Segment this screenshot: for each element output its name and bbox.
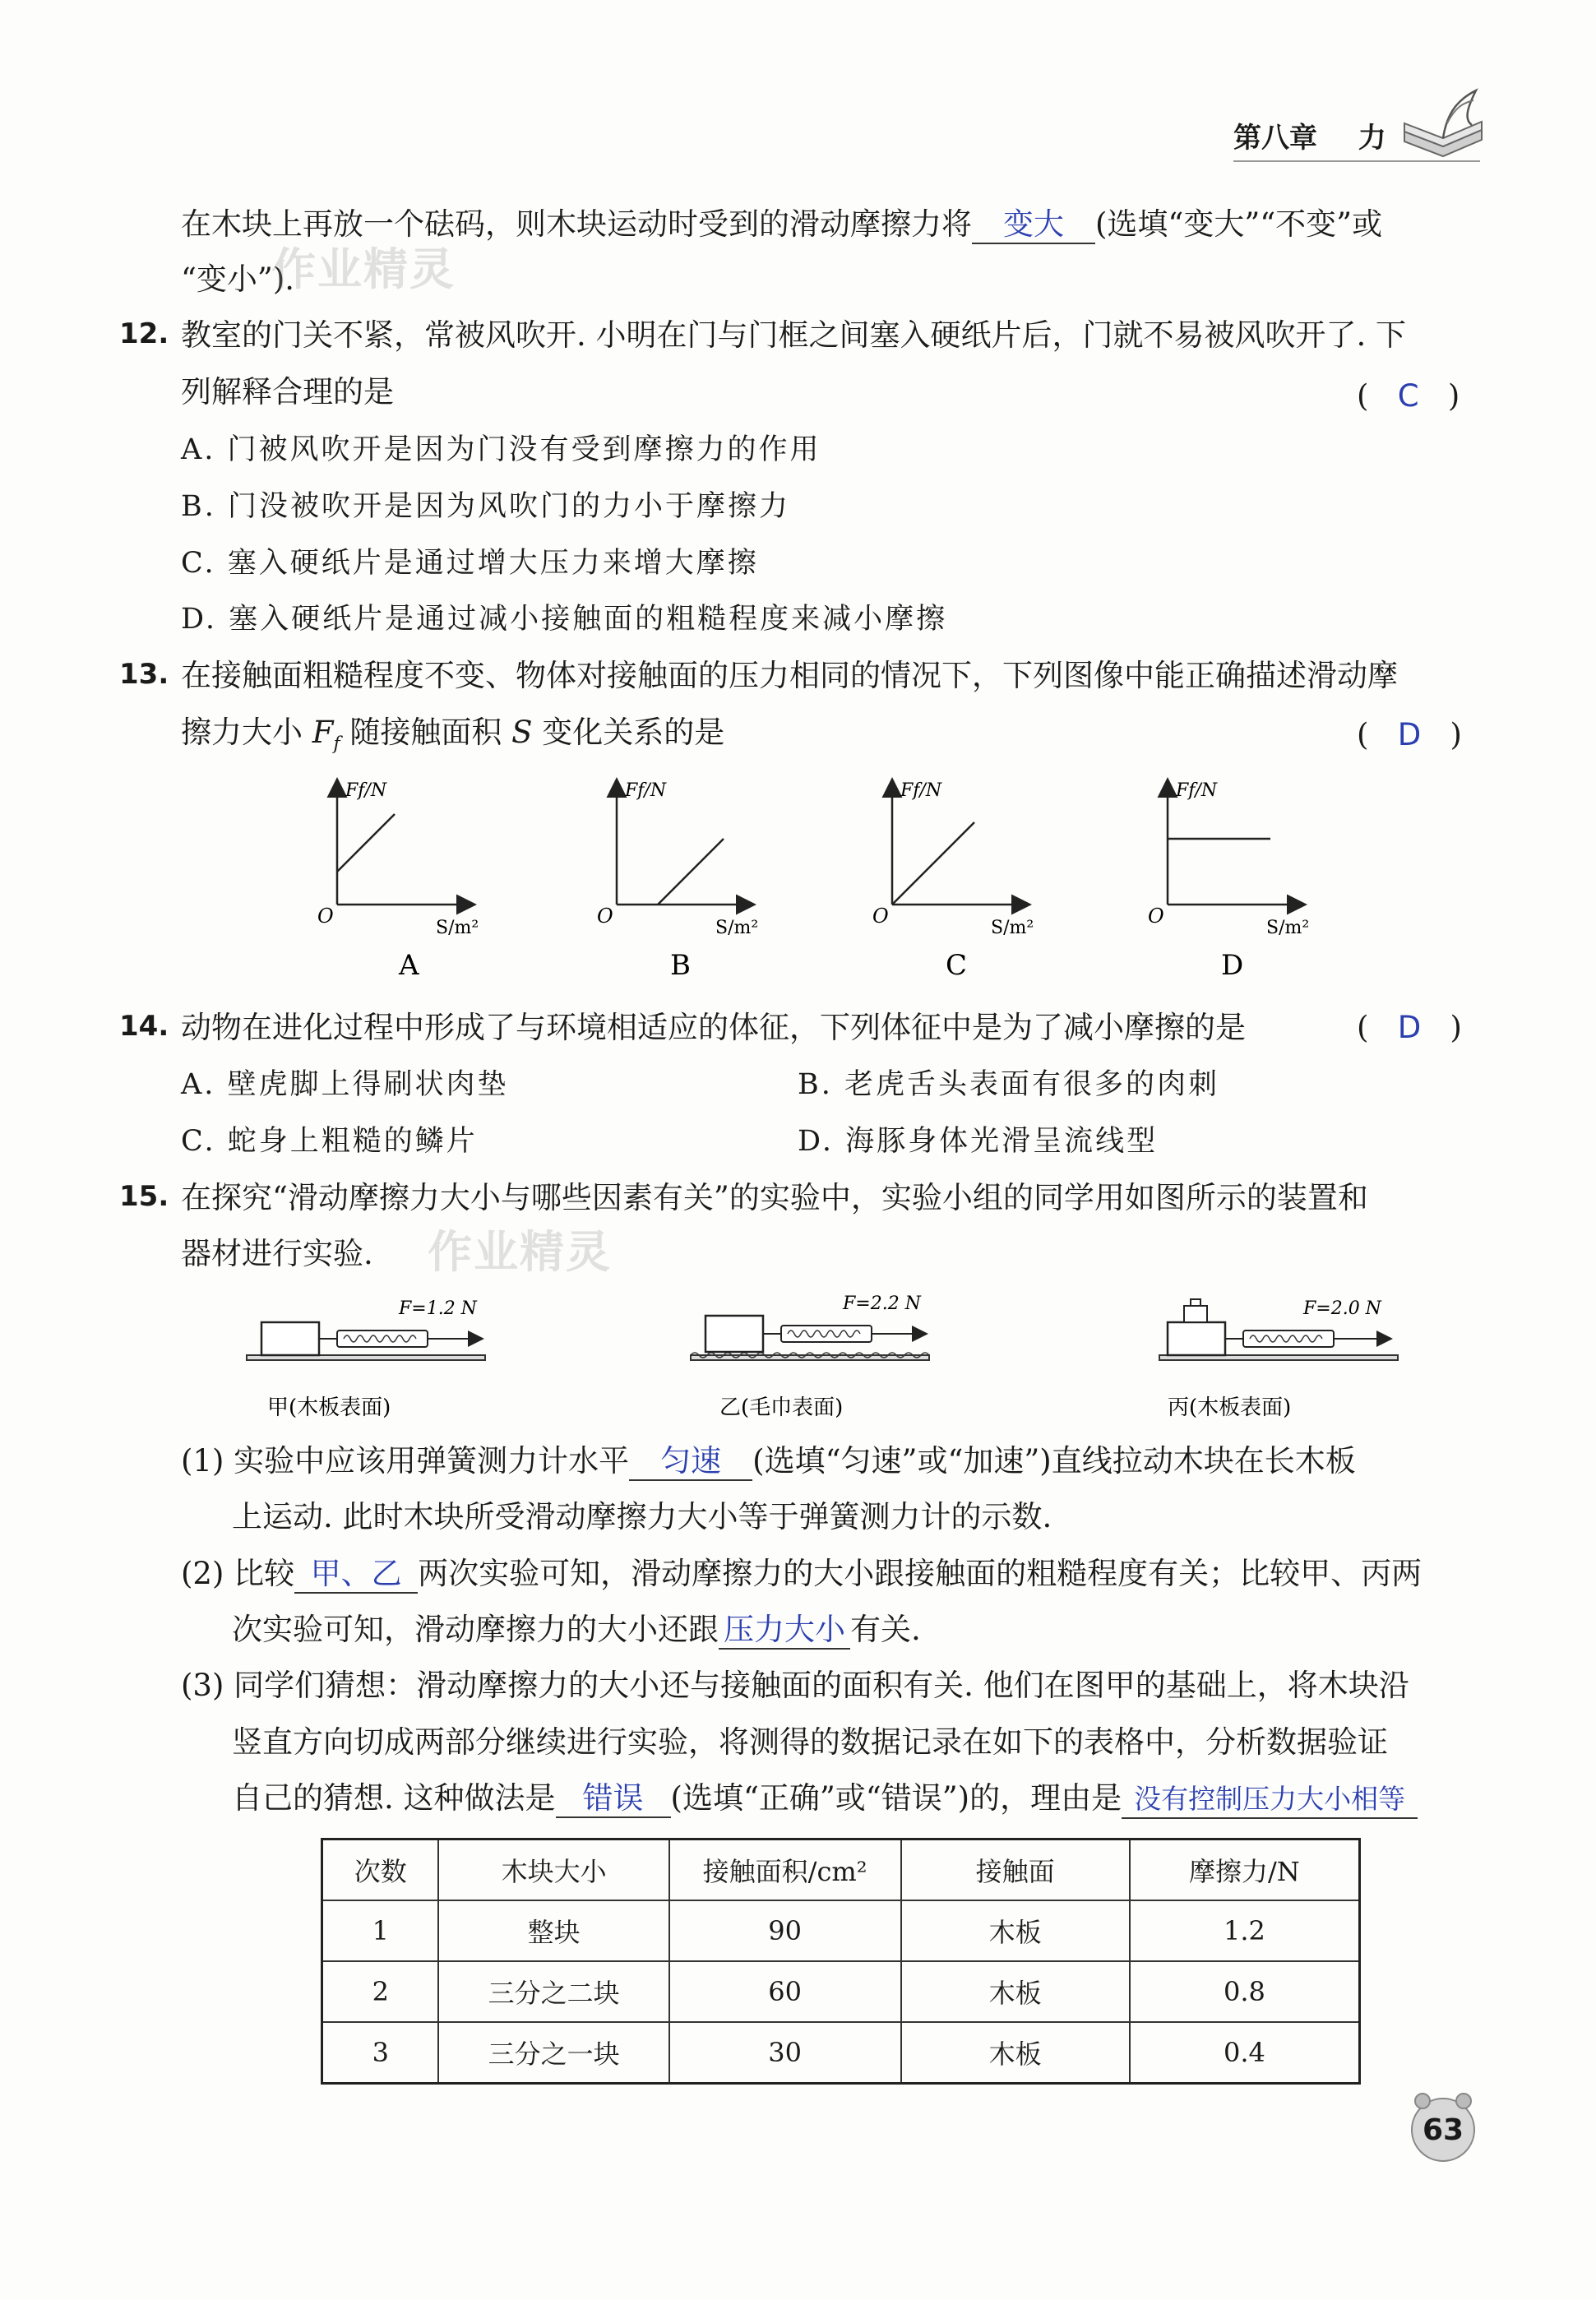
- graph-a: [317, 780, 479, 982]
- weight: [1184, 1306, 1207, 1322]
- q15-apparatus: [230, 1291, 1414, 1431]
- table-header-cell: 接触面: [901, 1840, 1130, 1901]
- figure-bing-caption: 丙(木板表面): [1168, 1395, 1292, 1420]
- table-cell: 0.4: [1130, 2022, 1360, 2084]
- graph-c-origin: O: [872, 905, 889, 928]
- q13-answer: D: [1397, 717, 1422, 752]
- graph-b: [597, 780, 758, 982]
- graph-b-origin: O: [597, 905, 613, 928]
- graph-b-xaxis: S/m²: [715, 918, 759, 938]
- q14-option-d: D. 海豚身体光滑呈流线型: [798, 1125, 1159, 1158]
- q15-p3-answer1-blank: 错误: [556, 1780, 671, 1818]
- q14-text: 动物在进化过程中形成了与环境相适应的体征，下列体征中是为了减小摩擦的是: [181, 1010, 1246, 1045]
- watermark-2: 作业精灵: [428, 1226, 612, 1278]
- data-table: [321, 1838, 1361, 2085]
- figure-yi-caption: 乙(毛巾表面): [719, 1395, 844, 1420]
- q13-line2: 擦力大小 $F_f$ 随接触面积 S 变化关系的是: [181, 715, 725, 755]
- table-header-cell: 次数: [322, 1840, 439, 1901]
- q15-p2-answer1-blank: 甲、乙: [294, 1556, 418, 1594]
- q15-p1-answer-blank: 匀速: [629, 1443, 752, 1481]
- q14-option-a: A. 壁虎脚上得刷状肉垫: [181, 1068, 509, 1101]
- figure-jia: [247, 1298, 485, 1420]
- table-row: [322, 2022, 1360, 2084]
- q12-option-c: C. 塞入硬纸片是通过增大压力来增大摩擦: [181, 547, 759, 580]
- q12-line1: 教室的门关不紧，常被风吹开. 小明在门与门框之间塞入硬纸片后，门就不易被风吹开了. 下: [181, 317, 1407, 353]
- table-header-cell: 接触面积/cm²: [669, 1840, 901, 1901]
- graph-c-yaxis: Ff/N: [900, 780, 942, 801]
- q15-p1-line2: 上运动. 此时木块所受滑动摩擦力大小等于弹簧测力计的示数.: [232, 1499, 1052, 1534]
- q14-number: 14.: [119, 1010, 169, 1043]
- chapter-title: 力: [1358, 122, 1386, 155]
- table-header-cell: 木块大小: [438, 1840, 668, 1901]
- q15-p1-line1: (1) 实验中应该用弹簧测力计水平 匀速 (选填“匀速”或“加速”)直线拉动木块在长木板: [181, 1441, 1356, 1482]
- wood-block: [1168, 1322, 1225, 1355]
- table-cell: 1: [322, 1900, 439, 1961]
- q14-option-c: C. 蛇身上粗糙的鳞片: [181, 1125, 478, 1158]
- q11-answer-blank: 变大: [972, 206, 1095, 244]
- graph-d-yaxis: Ff/N: [1176, 780, 1218, 801]
- graph-d-label: D: [1221, 949, 1244, 982]
- q14-option-b: B. 老虎舌头表面有很多的肉刺: [798, 1068, 1219, 1101]
- q14-answer: D: [1397, 1010, 1422, 1045]
- header-rule: [1233, 160, 1480, 162]
- table-cell: 木板: [901, 1900, 1130, 1961]
- table-cell: 木板: [901, 1961, 1130, 2022]
- q15-number: 15.: [119, 1180, 169, 1213]
- figure-yi-force: F=2.2 N: [843, 1293, 921, 1314]
- wood-block: [705, 1316, 763, 1352]
- wood-block: [261, 1322, 319, 1355]
- table-cell: 三分之一块: [438, 2022, 668, 2084]
- table-cell: 2: [322, 1961, 439, 2022]
- q15-line1: 在探究“滑动摩擦力大小与哪些因素有关”的实验中，实验小组的同学用如图所示的装置和: [181, 1180, 1368, 1215]
- q15-p2-line1: (2) 比较 甲、乙 两次实验可知，滑动摩擦力的大小跟接触面的粗糙程度有关；比较甲、丙两: [181, 1553, 1422, 1594]
- table-cell: 1.2: [1130, 1900, 1360, 1961]
- graph-b-label: B: [670, 949, 691, 982]
- q15-p3-line1: (3) 同学们猜想：滑动摩擦力的大小还与接触面的面积有关. 他们在图甲的基础上，将木块沿: [181, 1668, 1409, 1703]
- table-cell: 整块: [438, 1900, 668, 1961]
- q13-graphs: [304, 773, 1324, 1003]
- figure-bing: [1159, 1298, 1398, 1420]
- graph-d-origin: O: [1148, 905, 1164, 928]
- q11-line1: 在木块上再放一个砝码，则木块运动时受到的滑动摩擦力将 变大 (选填“变大”“不变”或: [181, 204, 1382, 245]
- q15-p3-answer2-blank: 没有控制压力大小相等: [1122, 1781, 1418, 1819]
- table-cell: 0.8: [1130, 1961, 1360, 2022]
- q12-line2: 列解释合理的是: [181, 374, 394, 410]
- q15-p2-answer2-blank: 压力大小: [719, 1612, 850, 1650]
- q12-option-d: D. 塞入硬纸片是通过减小接触面的粗糙程度来减小摩擦: [181, 603, 948, 636]
- graph-c: [872, 780, 1034, 982]
- table-header-row: [322, 1840, 1360, 1901]
- q15-p3-line2: 竖直方向切成两部分继续进行实验，将测得的数据记录在如下的表格中，分析数据验证: [232, 1724, 1388, 1760]
- graph-a-line: [337, 814, 395, 872]
- q15-p3-line3: 自己的猜想. 这种做法是 错误 (选填“正确”或“错误”)的，理由是 没有控制压力大小相等: [232, 1778, 1418, 1819]
- q12-number: 12.: [119, 317, 169, 350]
- graph-c-label: C: [946, 949, 968, 982]
- q13-answer-paren: ( D ): [1357, 717, 1462, 752]
- q12-option-a: A. 门被风吹开是因为门没有受到摩擦力的作用: [181, 433, 821, 466]
- graph-b-yaxis: Ff/N: [625, 780, 667, 801]
- chapter-label: 第八章: [1233, 122, 1317, 155]
- figure-jia-caption: 甲(木板表面): [267, 1395, 391, 1420]
- page-number: 63: [1422, 2113, 1464, 2147]
- graph-d-xaxis: S/m²: [1266, 918, 1310, 938]
- graph-a-yaxis: Ff/N: [345, 780, 387, 801]
- table-cell: 木板: [901, 2022, 1130, 2084]
- graph-a-xaxis: S/m²: [436, 918, 479, 938]
- q15-line2: 器材进行实验.: [181, 1236, 373, 1271]
- q12-answer-paren: ( C ): [1357, 378, 1460, 414]
- q11-line2: “变小”).: [181, 261, 295, 297]
- graph-c-xaxis: S/m²: [991, 918, 1034, 938]
- table-row: [322, 1900, 1360, 1961]
- q15-p2-line2: 次实验可知，滑动摩擦力的大小还跟 压力大小 有关.: [232, 1609, 921, 1650]
- figure-yi: [691, 1293, 929, 1420]
- figure-bing-force: F=2.0 N: [1303, 1298, 1381, 1319]
- chapter-header: [1233, 115, 1386, 155]
- watermark-1: 作业精灵: [271, 243, 456, 295]
- table-cell: 30: [669, 2022, 901, 2084]
- book-icon: [1398, 82, 1488, 160]
- table-row: [322, 1961, 1360, 2022]
- table-cell: 60: [669, 1961, 901, 2022]
- q12-option-b: B. 门没被吹开是因为风吹门的力小于摩擦力: [181, 490, 790, 523]
- table-cell: 三分之二块: [438, 1961, 668, 2022]
- table-header-cell: 摩擦力/N: [1130, 1840, 1360, 1901]
- table-cell: 90: [669, 1900, 901, 1961]
- q14-answer-paren: ( D ): [1357, 1010, 1462, 1045]
- graph-c-line: [892, 822, 974, 905]
- table-cell: 3: [322, 2022, 439, 2084]
- q12-answer: C: [1397, 378, 1419, 414]
- figure-jia-force: F=1.2 N: [399, 1298, 477, 1319]
- graph-a-origin: O: [317, 905, 334, 928]
- graph-b-line: [658, 839, 724, 905]
- q13-line1: 在接触面粗糙程度不变、物体对接触面的压力相同的情况下，下列图像中能正确描述滑动摩: [181, 658, 1398, 693]
- graph-a-label: A: [399, 949, 419, 982]
- q13-number: 13.: [119, 658, 169, 691]
- graph-d: [1148, 780, 1309, 982]
